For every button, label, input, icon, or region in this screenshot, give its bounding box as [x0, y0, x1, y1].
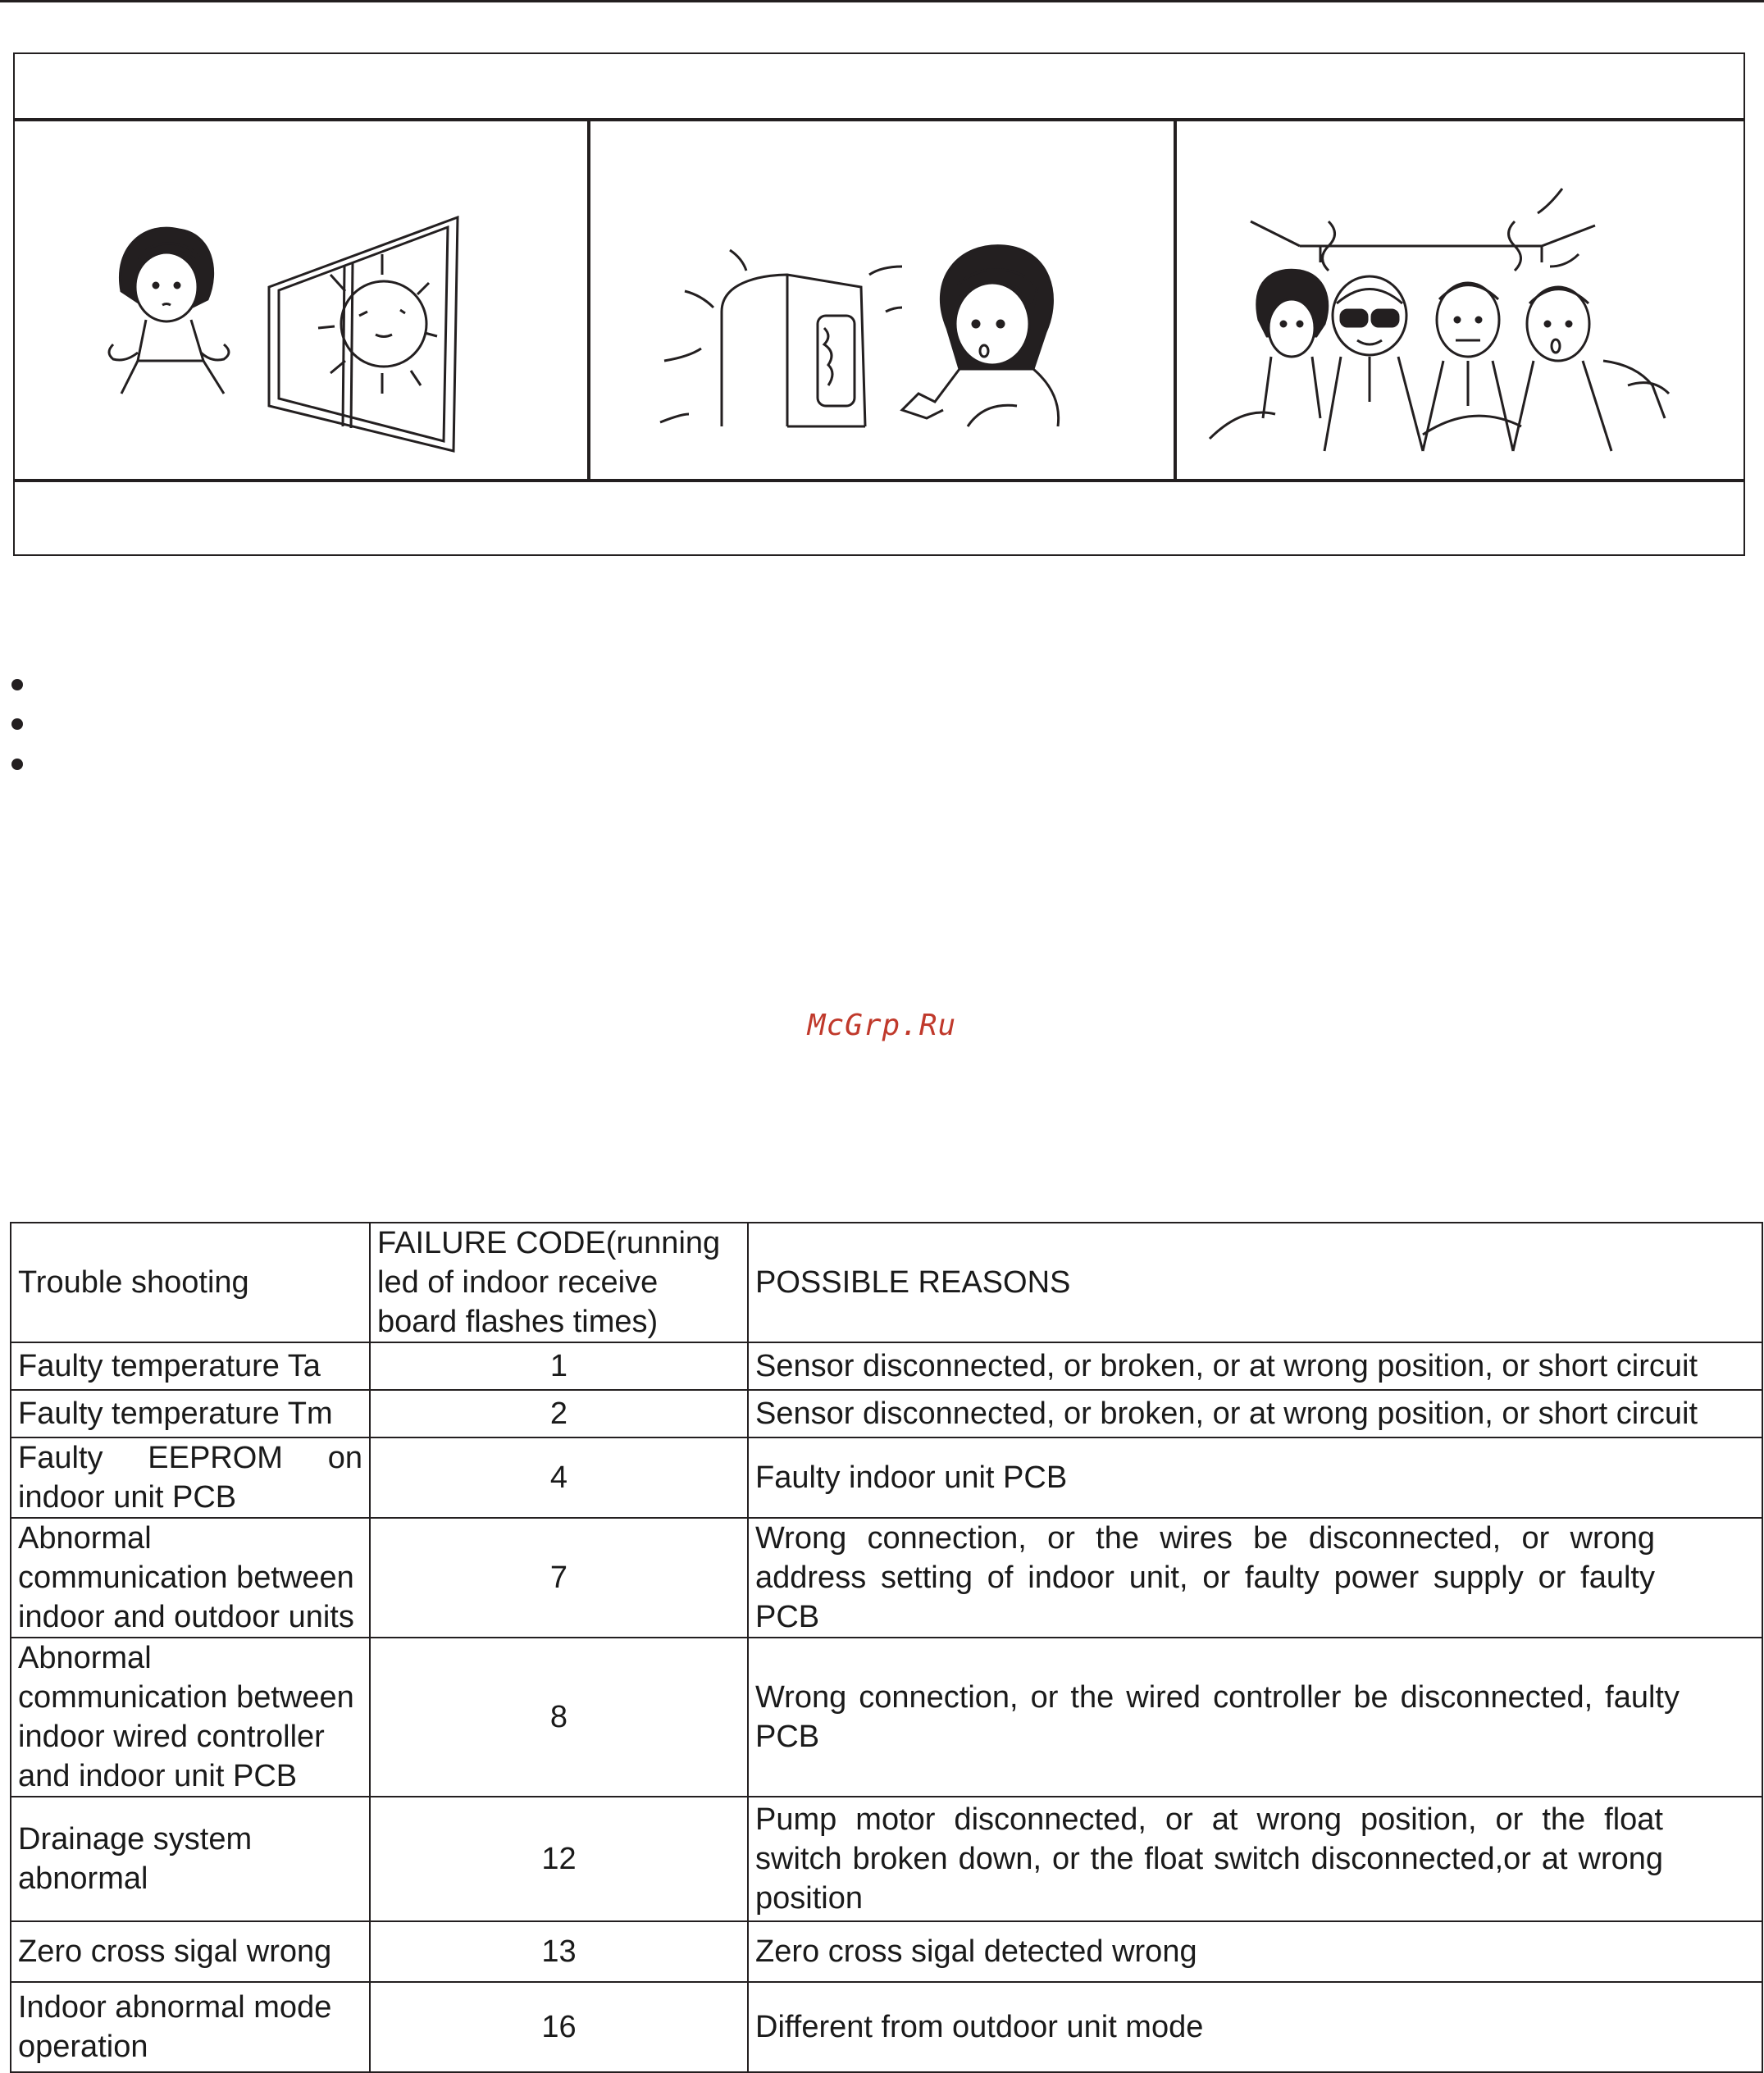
code-cell: 13 — [370, 1921, 748, 1982]
trouble-cell: Faulty EEPROM on indoor unit PCB — [11, 1437, 370, 1518]
reason-cell: Sensor disconnected, or broken, or at wrong position, or short circuit — [748, 1342, 1762, 1390]
table-row — [11, 1638, 1762, 1797]
reason-cell: Faulty indoor unit PCB — [748, 1437, 1762, 1518]
reason-cell: Wrong connection, or the wired controller be disconnected, faulty PCB — [748, 1638, 1762, 1797]
reason-cell: Sensor disconnected, or broken, or at wrong position, or short circuit — [748, 1390, 1762, 1437]
header-possible-reasons: POSSIBLE REASONS — [748, 1223, 1762, 1342]
illustration-outdoor-unit — [590, 123, 1174, 479]
illustration-crowded-office — [1177, 123, 1747, 479]
reason-cell: Pump motor disconnected, or at wrong position, or the float switch broken down, or the float switch disconnected,or at wrong position — [748, 1797, 1762, 1921]
reason-cell: Wrong connection, or the wires be disconnected, or wrong address setting of indoor unit, or faulty power supply or faulty PCB — [748, 1518, 1762, 1638]
trouble-cell: Abnormal communication between indoor wired controller and indoor unit PCB — [11, 1638, 370, 1797]
trouble-cell: Faulty temperature Ta — [11, 1342, 370, 1390]
trouble-cell: Drainage system abnormal — [11, 1797, 370, 1921]
table-row — [11, 1342, 1762, 1390]
bullet-marker — [11, 759, 23, 770]
table-row — [11, 1921, 1762, 1982]
top-rule — [0, 0, 1764, 2]
trouble-cell: Abnormal communication between indoor and outdoor units — [11, 1518, 370, 1638]
header-failure-code: FAILURE CODE(running led of indoor receive board flashes times) — [370, 1223, 748, 1342]
code-cell: 7 — [370, 1518, 748, 1638]
code-cell: 4 — [370, 1437, 748, 1518]
code-cell: 1 — [370, 1342, 748, 1390]
illustration-sun-window — [15, 123, 587, 479]
watermark: McGrp.Ru — [807, 1009, 957, 1042]
code-cell: 8 — [370, 1638, 748, 1797]
header-trouble-shooting: Trouble shooting — [11, 1223, 370, 1342]
table-header-row — [11, 1223, 1762, 1342]
code-cell: 2 — [370, 1390, 748, 1437]
code-cell: 12 — [370, 1797, 748, 1921]
reason-cell: Different from outdoor unit mode — [748, 1982, 1762, 2072]
table-row — [11, 1797, 1762, 1921]
table-row — [11, 1437, 1762, 1518]
bullet-marker — [11, 679, 23, 690]
bullet-marker — [11, 718, 23, 730]
code-cell: 16 — [370, 1982, 748, 2072]
illustration-bottom-divider — [15, 479, 1743, 482]
table-row — [11, 1390, 1762, 1437]
illustration-panel — [13, 52, 1745, 556]
troubleshooting-table — [10, 1222, 1763, 2073]
trouble-cell: Zero cross sigal wrong — [11, 1921, 370, 1982]
table-row — [11, 1982, 1762, 2072]
trouble-cell: Faulty temperature Tm — [11, 1390, 370, 1437]
table-row — [11, 1518, 1762, 1638]
reason-cell: Zero cross sigal detected wrong — [748, 1921, 1762, 1982]
illustration-top-divider — [15, 118, 1743, 121]
trouble-cell: Indoor abnormal mode operation — [11, 1982, 370, 2072]
